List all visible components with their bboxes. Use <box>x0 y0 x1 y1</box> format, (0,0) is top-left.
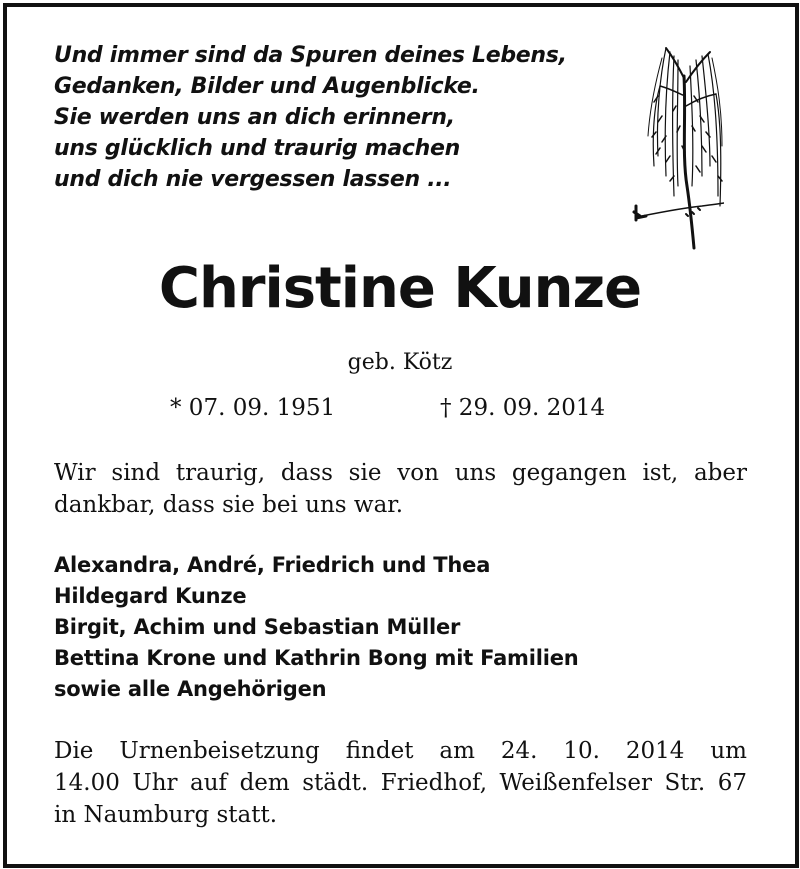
poem-line: Sie werden uns an dich erinnern, <box>54 105 455 130</box>
burial-line: Die Urnenbeisetzung findet am 24. 10. 2014 um <box>54 738 747 764</box>
birth-date: * 07. 09. 1951 <box>170 395 336 421</box>
poem-line: und dich nie vergessen lassen ... <box>54 167 452 192</box>
deceased-name: Christine Kunze <box>158 256 642 321</box>
death-date: † 29. 09. 2014 <box>440 395 606 421</box>
poem-line: Und immer sind da Spuren deines Lebens, <box>54 43 567 68</box>
burial-line: 14.00 Uhr auf dem städt. Friedhof, Weißenfelser Str. 67 <box>54 770 747 796</box>
mourner-line: Hildegard Kunze <box>54 584 247 608</box>
mourner-line: Bettina Krone und Kathrin Bong mit Familien <box>54 646 579 670</box>
mourner-line: Birgit, Achim und Sebastian Müller <box>54 615 461 639</box>
burial-notice <box>54 735 747 831</box>
poem <box>54 40 614 195</box>
weeping-willow-icon <box>632 36 724 254</box>
poem-line: Gedanken, Bilder und Augenblicke. <box>54 74 480 99</box>
mourner-line: sowie alle Angehörigen <box>54 677 327 701</box>
burial-line: in Naumburg statt. <box>54 802 278 828</box>
mourner-line: Alexandra, André, Friedrich und Thea <box>54 553 491 577</box>
poem-line: uns glücklich und traurig machen <box>54 136 461 161</box>
condolence-message: Wir sind traurig, dass sie von uns gegangen ist, aber dankbar, dass sie bei uns war. <box>54 460 747 518</box>
maiden-name: geb. Kötz <box>347 350 453 375</box>
mourners-list <box>54 550 754 705</box>
